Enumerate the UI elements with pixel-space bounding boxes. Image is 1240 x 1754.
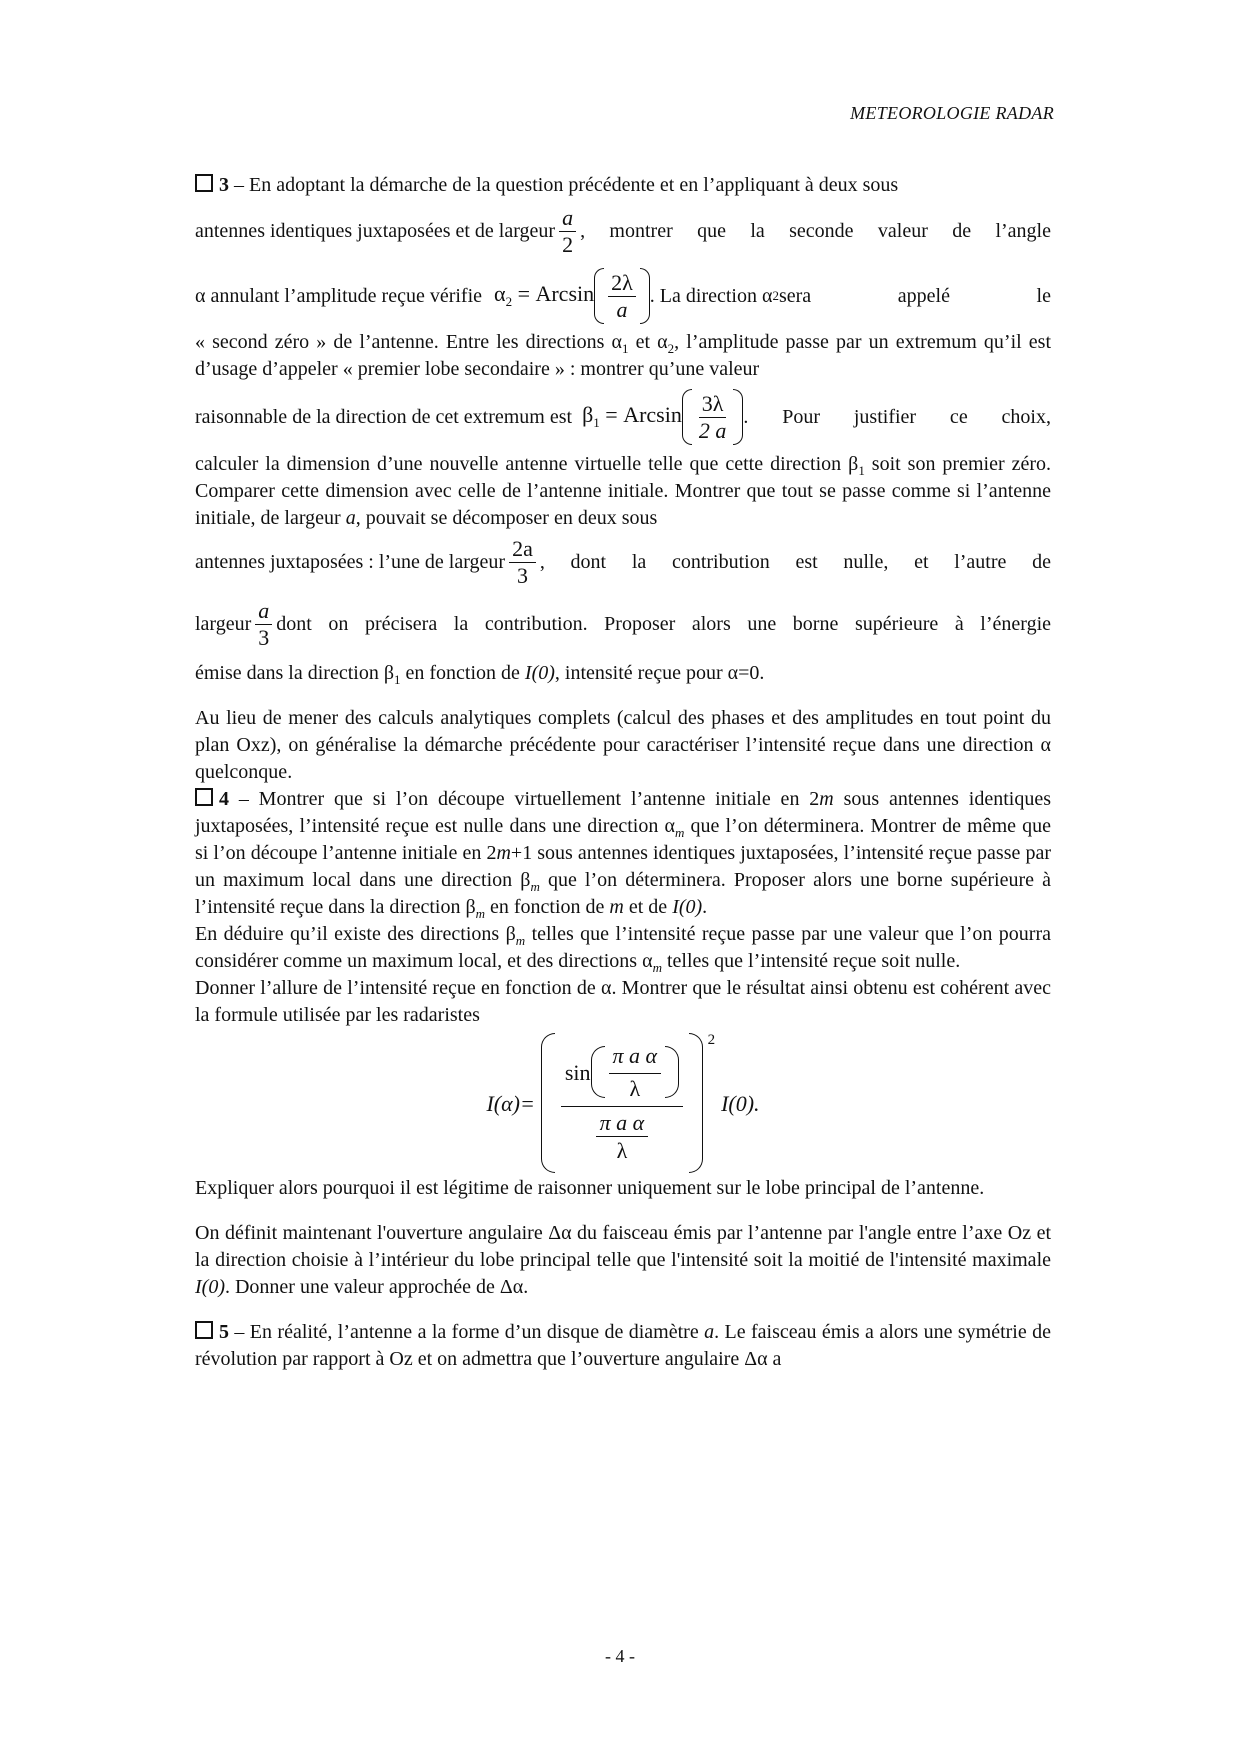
checkbox-icon <box>195 1321 213 1339</box>
q3-line9: antennes juxtaposées : l’une de largeur $\frac{2a}{3}$ , dont la contribution est nulle, et l’autre de <box>195 535 1051 588</box>
q4-paragraph: 4 – Montrer que si l’on découpe virtuellement l’antenne initiale en 2m sous antennes identiques juxtaposées, l’intensité reçue est nulle dans une direction $\alpha_m$ que l’on déterminera. Montrer de même que si l’on découpe l’antenne initiale en 2m+1 sous antennes identiques juxtaposées, l’intensité reçue passe par un maximum local dans une direction $\beta_m$ que l’on déterminera. Proposer alors une borne supérieure à l’intensité reçue dans la direction $\beta_m$ en fonction de m et de I(0). <box>195 788 1052 921</box>
page-number: - 4 - <box>605 1646 635 1666</box>
q3-number: 3 <box>219 174 229 196</box>
q3-line5: raisonnable de la direction de cet extremum est $\beta_1 = Arcsin$ $\frac{3\lambda}{2 a}$ . Pour justifier ce choix, <box>195 383 1051 451</box>
q3-para2: calculer la dimension d’une nouvelle antenne virtuelle telle que cette direction $\beta_1$ soit son premier zéro. Comparer cette dimension avec celle de l’antenne initiale. Montrer que tout se passe comme si l’antenne initiale, de largeur a, pouvait se décomposer en deux sous <box>195 453 1051 529</box>
explain-paragraph: Expliquer alors pourquoi il est légitime de raisonner uniquement sur le lobe principal de l’antenne. <box>195 1177 985 1199</box>
deduce-paragraph: En déduire qu’il existe des directions $\beta_m$ telles que l’intensité reçue passe par une valeur que l’on pourra considérer comme un maximum local, et des directions $\alpha_m$ telles que l’intensité reçue soit nulle. <box>195 923 1051 975</box>
q3-line3: α annulant l’amplitude reçue vérifie $\alpha_2 = Arcsin$ $\frac{2\lambda}{a}$ . La direction α 2 sera appelé le <box>195 263 1051 329</box>
q5-paragraph: 5 – En réalité, l’antenne a la forme d’un disque de diamètre a. Le faisceau émis a alors une symétrie de révolution par rapport à Oz et on admettra que l’ouverture angulaire Δα a <box>195 1321 1052 1370</box>
q3-para1: « second zéro » de l’antenne. Entre les directions $\alpha_1$ et $\alpha_2$, l’amplitude passe par un extremum qu’il est d’usage d’appeler « premier lobe secondaire » : montrer qu’une valeur <box>195 331 1051 380</box>
checkbox-icon <box>195 174 213 192</box>
checkbox-icon <box>195 788 213 806</box>
intensity-formula: I(α)= sin $\frac{\text{π a α}}{\lambda}$ π a α λ 2 I(0). <box>195 1033 1051 1173</box>
beta1-formula: $\beta_1 = Arcsin$ $\frac{3\lambda}{2 a}$ <box>582 389 743 445</box>
document-body <box>195 172 1051 1373</box>
fraction-a-over-3: $\frac{a}{3}$ <box>255 598 272 651</box>
intro-paragraph: Au lieu de mener des calculs analytiques complets (calcul des phases et des amplitudes en tout point du plan Oxz), on généralise la démarche précédente pour caractériser l’intensité reçue dans une direction α quelconque. <box>195 707 1051 783</box>
fraction-a-over-2: $\frac{a}{2}$ <box>559 205 576 258</box>
aperture-paragraph: On définit maintenant l'ouverture angulaire Δα du faisceau émis par l’antenne par l'angle entre l’axe Oz et la direction choisie à l’intérieur du lobe principal telle que l'intensité soit la moitié de l'intensité maximale I(0). Donner une valeur approchée de Δα. <box>195 1222 1051 1298</box>
q3-line2: antennes identiques juxtaposées et de largeur $\frac{a}{2}$ , montrer que la seconde valeur de l’angle <box>195 204 1051 257</box>
q3-line1: 3 – En adoptant la démarche de la question précédente et en l’appliquant à deux sous <box>195 172 1051 199</box>
running-header: METEOROLOGIE RADAR <box>850 103 1054 123</box>
q3-line11: émise dans la direction $\beta_1$ en fonction de I(0), intensité reçue pour α=0. <box>195 662 765 687</box>
q3-line10: largeur $\frac{a}{3}$ dont on précisera la contribution. Proposer alors une borne supérieure à l’énergie <box>195 597 1051 650</box>
give-paragraph: Donner l’allure de l’intensité reçue en fonction de α. Montrer que le résultat ainsi obtenu est cohérent avec la formule utilisée par les radaristes <box>195 977 1051 1026</box>
alpha2-formula: $\alpha_2 = Arcsin$ $\frac{2\lambda}{a}$ <box>494 268 650 324</box>
fraction-2a-over-3: $\frac{2a}{3}$ <box>509 536 536 589</box>
